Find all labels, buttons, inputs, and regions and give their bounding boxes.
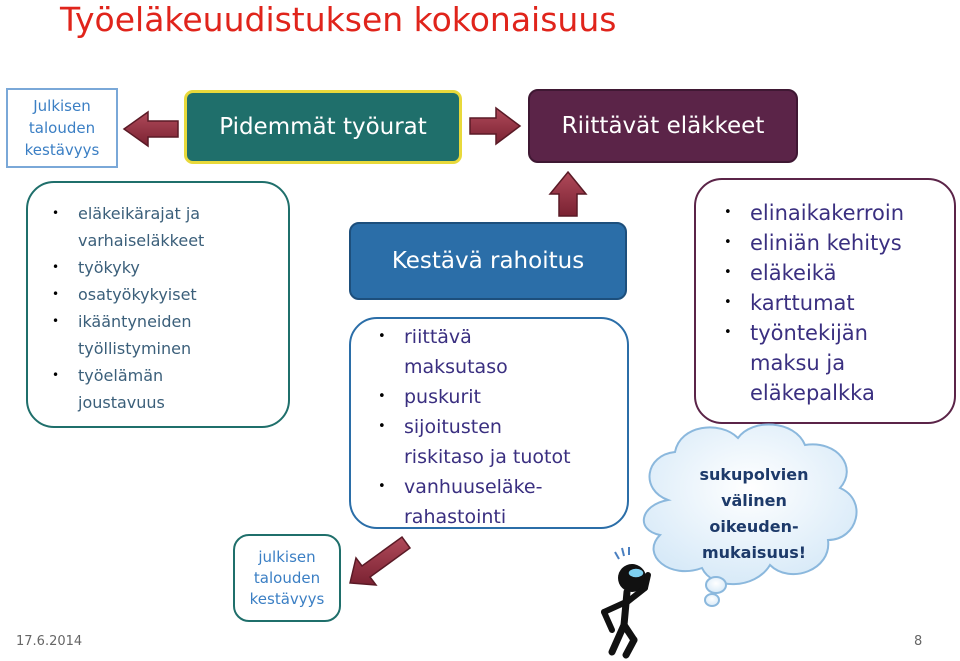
list-item-text: elinaikakerroin — [750, 201, 905, 225]
list-item-text: työelämän — [78, 366, 164, 385]
arrow-left-icon — [124, 112, 178, 146]
arrow-down-left-icon — [350, 537, 410, 585]
list-item-text: rahastointi — [404, 506, 507, 528]
cloud-line: välinen — [721, 491, 787, 510]
list-item-text: karttumat — [750, 291, 855, 315]
list-item-text: eläkeikärajat ja — [78, 204, 201, 223]
bullet-icon: • — [378, 479, 386, 494]
list-item-text: varhaiseläkkeet — [78, 231, 205, 250]
bullet-icon: • — [52, 314, 60, 328]
cloud-line: sukupolvien — [699, 465, 809, 484]
bullet-icon: • — [52, 260, 60, 274]
list-item-text: maksutaso — [404, 356, 508, 378]
box-line: kestävyys — [249, 590, 325, 608]
bullet-icon: • — [378, 389, 386, 404]
list-item-text: työntekijän — [750, 321, 868, 345]
box-line: Julkisen — [33, 97, 91, 115]
bullet-icon: • — [378, 329, 386, 344]
cloud-line: oikeuden- — [709, 517, 799, 536]
thinking-person-icon — [604, 547, 648, 655]
box-line: kestävyys — [24, 141, 100, 159]
list-item-text: eliniän kehitys — [750, 231, 902, 255]
list-item-text: riittävä — [404, 326, 472, 348]
list-item-text: puskurit — [404, 386, 482, 408]
box-label: Pidemmät työurat — [219, 114, 427, 140]
list-item-text: sijoitusten — [404, 416, 502, 438]
list-item-text: maksu ja — [750, 351, 846, 375]
bullet-icon: • — [52, 368, 60, 382]
page-title: Työeläkeuudistuksen kokonaisuus — [60, 0, 617, 39]
list-item-text: riskitaso ja tuotot — [404, 446, 571, 468]
list-item-text: vanhuuseläke- — [404, 476, 543, 498]
list-item-text: eläkepalkka — [750, 381, 875, 405]
intergenerational-fairness-text — [670, 462, 838, 566]
bullet-icon: • — [724, 325, 732, 340]
bullet-icon: • — [724, 265, 732, 280]
list-item-text: joustavuus — [78, 393, 165, 412]
bullet-icon: • — [378, 419, 386, 434]
bullet-icon: • — [724, 235, 732, 250]
bullet-icon: • — [724, 205, 732, 220]
bullet-icon: • — [724, 295, 732, 310]
list-item-text: osatyökykyiset — [78, 285, 197, 304]
box-line: julkisen — [258, 548, 316, 566]
list-item-text: eläkeikä — [750, 261, 837, 285]
arrow-up-icon — [550, 172, 586, 216]
arrow-right-icon — [470, 108, 520, 144]
list-item-text: ikääntyneiden — [78, 312, 192, 331]
cloud-line: mukaisuus! — [701, 543, 807, 562]
box-label: Riittävät eläkkeet — [561, 113, 765, 139]
bullet-icon: • — [52, 287, 60, 301]
footer-date: 17.6.2014 — [16, 634, 83, 649]
page-number: 8 — [914, 634, 923, 649]
bullet-icon: • — [52, 206, 60, 220]
box-line: talouden — [28, 119, 96, 137]
box-line: talouden — [253, 569, 321, 587]
box-label: Kestävä rahoitus — [391, 248, 585, 274]
list-item-text: työkyky — [78, 258, 140, 277]
list-item-text: työllistyminen — [78, 339, 192, 358]
